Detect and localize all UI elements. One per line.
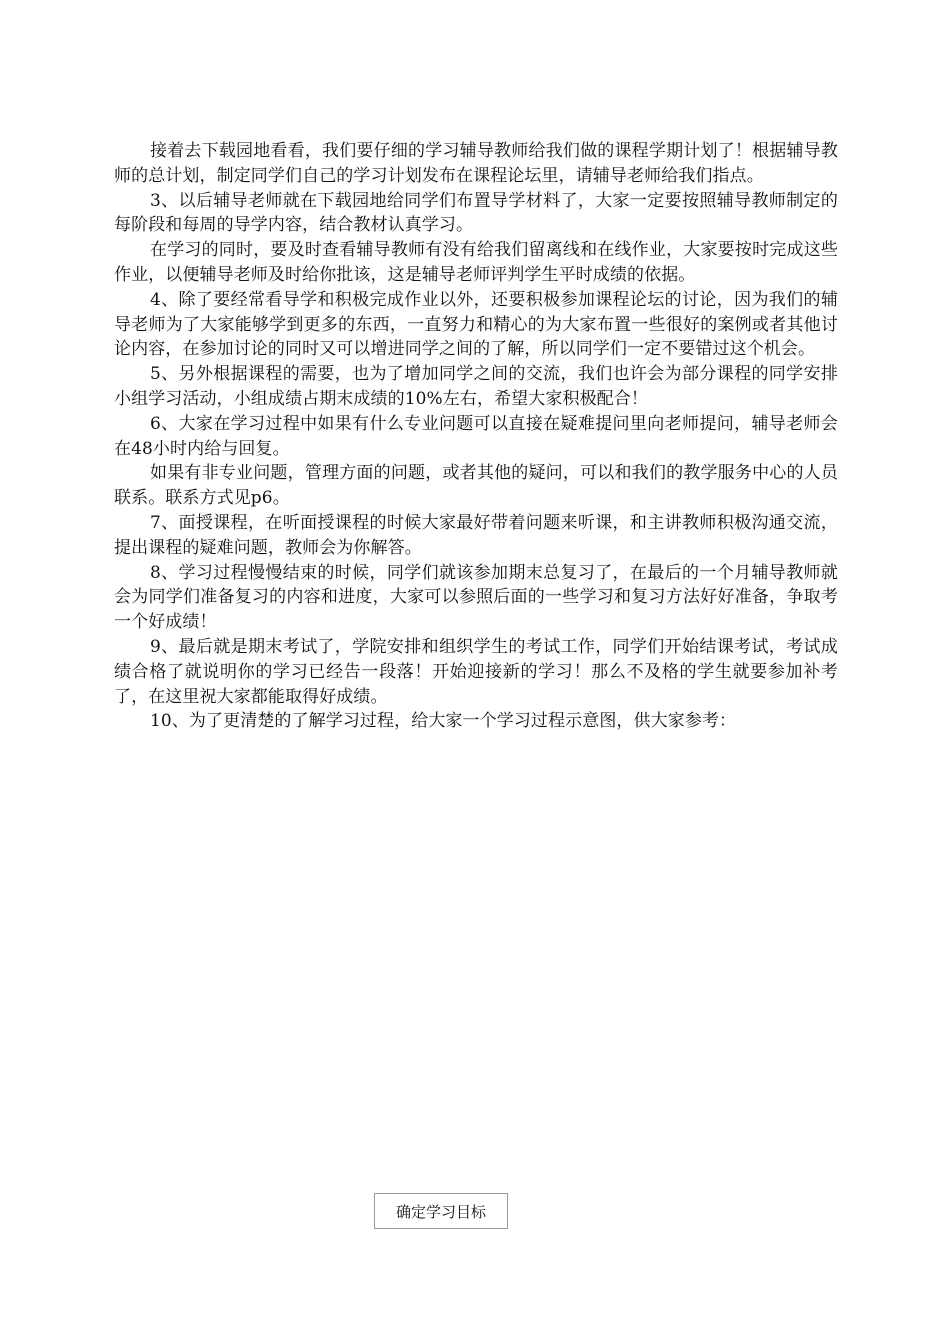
paragraph-step-4: 4、除了要经常看导学和积极完成作业以外，还要积极参加课程论坛的讨论，因为我们的辅导老师为了大家能够学到更多的东西，一直努力和精心的为大家布置一些很好的案例或者其他讨论内容，在参加讨论的同时又可以增进同学之间的了解，所以同学们一定不要错过这个机会。 [114, 289, 838, 360]
paragraph-step-3: 3、以后辅导老师就在下载园地给同学们布置导学材料了，大家一定要按照辅导教师制定的每阶段和每周的导学内容，结合教材认真学习。 [114, 190, 838, 236]
paragraph-step-9: 9、最后就是期末考试了，学院安排和组织学生的考试工作，同学们开始结课考试，考试成绩合格了就说明你的学习已经告一段落！开始迎接新的学习！那么不及格的学生就要参加补考了，在这里祝大家都能取得好成绩。 [114, 636, 838, 707]
flowchart-box-set-goal: 确定学习目标 [374, 1193, 508, 1229]
paragraph-step-10: 10、为了更清楚的了解学习过程，给大家一个学习过程示意图，供大家参考： [150, 711, 737, 732]
paragraph-step-6: 6、大家在学习过程中如果有什么专业问题可以直接在疑难提问里向老师提问，辅导老师会在48小时内给与回复。 [114, 413, 838, 459]
paragraph-download-plan: 接着去下载园地看看，我们要仔细的学习辅导教师给我们做的课程学期计划了！根据辅导教师的总计划，制定同学们自己的学习计划发布在课程论坛里，请辅导老师给我们指点。 [114, 141, 838, 186]
paragraph-contact: 如果有非专业问题，管理方面的问题，或者其他的疑问，可以和我们的教学服务中心的人员联系。联系方式见p6。 [114, 463, 838, 509]
paragraph-step-8: 8、学习过程慢慢结束的时候，同学们就该参加期末总复习了，在最后的一个月辅导教师就会为同学们准备复习的内容和进度，大家可以参照后面的一些学习和复习方法好好准备，争取考一个好成绩！ [114, 562, 838, 633]
paragraph-step-5: 5、另外根据课程的需要，也为了增加同学之间的交流，我们也许会为部分课程的同学安排小组学习活动，小组成绩占期末成绩的10%左右，希望大家积极配合！ [114, 364, 838, 409]
paragraph-homework: 在学习的同时，要及时查看辅导教师有没有给我们留离线和在线作业，大家要按时完成这些作业，以便辅导老师及时给你批该，这是辅导老师评判学生平时成绩的依据。 [114, 240, 838, 285]
body-text [114, 139, 838, 734]
paragraph-step-7: 7、面授课程，在听面授课程的时候大家最好带着问题来听课，和主讲教师积极沟通交流，提出课程的疑难问题，教师会为你解答。 [114, 512, 838, 558]
